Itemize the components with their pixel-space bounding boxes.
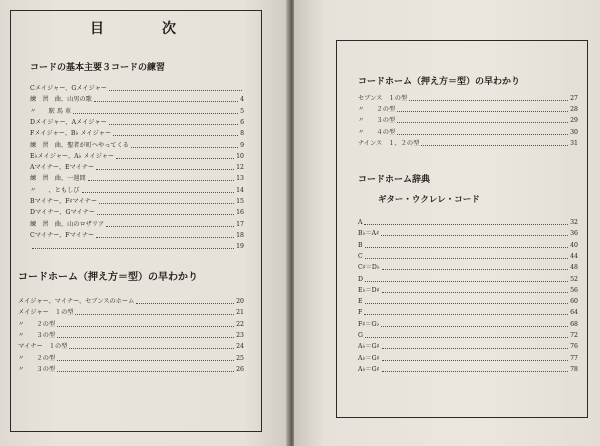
leader-dots — [136, 303, 234, 304]
toc-entry — [18, 341, 244, 352]
toc-entry — [30, 241, 244, 252]
toc-entry — [18, 364, 244, 375]
toc-entry-label: A♭＝G♯ — [358, 354, 380, 362]
toc-entry — [358, 274, 578, 285]
toc-entry — [358, 93, 578, 104]
leader-dots — [409, 100, 568, 101]
toc-entry-page: 8 — [240, 130, 244, 138]
toc-entry-label: 練 習 曲、山のロザリア — [30, 220, 105, 228]
toc-entry-page: 28 — [570, 106, 578, 114]
toc-entry-label: 練 習 曲、一週間 — [30, 175, 86, 183]
toc-entry-label: 練 習 曲、山男の歌 — [30, 96, 92, 104]
toc-entry — [30, 219, 244, 230]
leader-dots — [397, 134, 568, 135]
toc-entry — [30, 230, 244, 241]
leader-dots — [365, 303, 568, 304]
toc-entry-label: 〃 ３の型 — [18, 365, 56, 373]
toc-entry-label: 〃 駅 馬 車 — [30, 107, 72, 115]
toc-entry-page: 40 — [570, 241, 578, 249]
toc-entry-page: 22 — [236, 320, 244, 328]
toc-entry-label: メイジャー、マイナー、セブンスのホーム — [18, 298, 135, 305]
toc-entry-page: 4 — [240, 96, 244, 104]
leader-dots — [75, 314, 234, 315]
toc-entry — [30, 128, 244, 139]
toc-entry — [358, 307, 578, 318]
toc-entry-label: E — [358, 298, 363, 306]
toc-entry-label: Dマイナー、Gマイナー — [30, 209, 96, 217]
toc-entry-page: 60 — [570, 298, 578, 306]
toc-entry — [30, 185, 244, 196]
toc-entry-page: 27 — [570, 95, 578, 102]
toc-entry-page: 76 — [570, 343, 578, 351]
leader-dots — [397, 122, 568, 123]
section-heading-chord-dictionary: コードホーム辞典 — [358, 175, 431, 185]
leader-dots — [365, 247, 568, 248]
toc-entry-label: E♭メイジャー、A♭ メイジャー — [30, 152, 115, 160]
leader-dots — [382, 269, 568, 270]
leader-dots — [381, 235, 568, 236]
toc-entry — [358, 251, 578, 262]
leader-dots — [97, 214, 234, 215]
toc-entry-label: マイナー １の型 — [18, 343, 68, 351]
leader-dots — [364, 224, 568, 225]
toc-title: 目 次 — [90, 21, 198, 37]
toc-entry-page: 68 — [570, 320, 578, 328]
toc-entry — [358, 353, 578, 364]
leader-dots — [94, 101, 238, 102]
toc-entry-label: F — [358, 309, 363, 317]
leader-dots — [57, 337, 234, 338]
leader-dots — [381, 326, 568, 327]
toc-entry-page: 25 — [236, 354, 244, 362]
toc-entry-page: 64 — [570, 309, 578, 317]
toc-entry-page: 6 — [240, 118, 244, 126]
toc-entry-page: 48 — [570, 264, 578, 272]
leader-dots — [365, 258, 568, 259]
toc-entry-label: A — [358, 219, 363, 226]
toc-entry — [30, 140, 244, 151]
toc-entry — [358, 262, 578, 273]
leader-dots — [365, 337, 568, 338]
toc-entry — [358, 341, 578, 352]
toc-entry — [18, 353, 244, 364]
toc-entry-label: 〃 、ともしび — [30, 186, 80, 194]
toc-entry-page: 72 — [570, 332, 578, 339]
toc-entry-page: 77 — [570, 354, 578, 362]
leader-dots — [88, 180, 234, 181]
leader-dots — [382, 348, 568, 349]
toc-entry — [358, 364, 578, 375]
left-page — [0, 0, 288, 446]
toc-entry-label: A♭＝G♯ — [358, 343, 380, 351]
toc-entry — [358, 217, 578, 228]
toc-entry-page: 19 — [236, 243, 244, 251]
toc-entry — [30, 151, 244, 162]
toc-entry — [18, 330, 244, 341]
toc-entry-page: 23 — [236, 331, 244, 339]
toc-entry — [30, 106, 244, 117]
toc-entry-label: メイジャー １の型 — [18, 309, 74, 317]
leader-dots — [382, 292, 568, 293]
toc-entry-page: 15 — [236, 198, 244, 205]
right-page — [294, 0, 600, 446]
toc-entry — [358, 115, 578, 126]
toc-entry-page: 36 — [570, 230, 578, 238]
toc-entry — [358, 138, 578, 149]
leader-dots — [99, 203, 234, 204]
toc-entry-label: 練 習 曲、聖者が町へやってくる — [30, 141, 129, 149]
toc-entry — [30, 94, 244, 105]
toc-entry-page: 32 — [570, 219, 578, 226]
toc-entry-page: 26 — [236, 365, 244, 373]
toc-entry-page: 52 — [570, 275, 578, 283]
toc-entry — [358, 127, 578, 138]
leader-dots — [397, 111, 568, 112]
toc-entry-page: 10 — [236, 152, 244, 160]
subtitle-guitar-ukulele: ギター・ウクレレ・コード — [378, 195, 480, 205]
toc-entry — [358, 296, 578, 307]
toc-entry-page: 20 — [236, 298, 244, 305]
leader-dots — [32, 248, 234, 249]
leader-dots — [109, 124, 238, 125]
toc-entry — [30, 173, 244, 184]
toc-entry-page: 12 — [236, 164, 244, 172]
toc-entry-page: 31 — [570, 139, 578, 147]
leader-dots — [57, 371, 234, 372]
toc-entry — [18, 319, 244, 330]
toc-entry-label: 〃 ２の型 — [358, 106, 396, 114]
leader-dots — [109, 90, 242, 91]
leader-dots — [57, 360, 234, 361]
toc-entry — [358, 330, 578, 341]
leader-dots — [382, 371, 568, 372]
toc-entry-label: C♯＝D♭ — [358, 264, 380, 272]
toc-entry-page: 5 — [240, 107, 244, 115]
toc-entry — [30, 196, 244, 207]
toc-entry — [358, 285, 578, 296]
leader-dots — [96, 169, 234, 170]
leader-dots — [131, 147, 238, 148]
toc-entry-label: B♭＝A♯ — [358, 230, 380, 238]
toc-entry-page: 13 — [236, 175, 244, 183]
toc-entry-page: 44 — [570, 252, 578, 260]
leader-dots — [106, 226, 234, 227]
toc-entry — [358, 228, 578, 239]
toc-entry-page: 9 — [240, 141, 244, 149]
leader-dots — [382, 360, 568, 361]
toc-entry-label: E♭＝D♯ — [358, 286, 380, 294]
toc-entry-label: Fメイジャー、B♭ メイジャー — [30, 130, 112, 138]
leader-dots — [73, 113, 238, 114]
leader-dots — [82, 192, 234, 193]
toc-entry-page: 17 — [236, 220, 244, 228]
section-heading-chord-home-continued: コードホーム（押え方＝型）の早わかり — [358, 77, 521, 87]
toc-entry-label: 〃 ３の型 — [18, 331, 56, 339]
toc-entry-label: 〃 ４の型 — [358, 128, 396, 136]
toc-entry-label: D — [358, 275, 363, 283]
toc-entry-page: 29 — [570, 117, 578, 125]
toc-entry-label: F♯＝G♭ — [358, 320, 380, 328]
toc-entry-label: B — [358, 241, 363, 249]
toc-entry-page: 78 — [570, 365, 578, 373]
toc-entry — [30, 162, 244, 173]
toc-entry — [18, 296, 244, 307]
toc-entry-label: 〃 ２の型 — [18, 354, 56, 362]
toc-entry-label: Aマイナー、Eマイナー — [30, 164, 95, 172]
leader-dots — [57, 326, 234, 327]
toc-entry — [18, 307, 244, 318]
toc-entry — [358, 104, 578, 115]
toc-entry-label: セブンス １の型 — [358, 95, 408, 102]
toc-entry-page: 18 — [236, 231, 244, 239]
toc-entry-label: Cマイナー、Fマイナー — [30, 231, 95, 239]
toc-entry-page: 30 — [570, 128, 578, 136]
toc-entry — [30, 83, 244, 94]
toc-entry-label: 〃 ２の型 — [18, 320, 56, 328]
leader-dots — [421, 145, 568, 146]
toc-entry-page: 14 — [236, 186, 244, 194]
leader-dots — [364, 314, 568, 315]
toc-entry — [30, 207, 244, 218]
toc-entry-page: 24 — [236, 343, 244, 351]
toc-entry-label: A♭＝G♯ — [358, 365, 380, 373]
leader-dots — [96, 237, 234, 238]
leader-dots — [69, 348, 234, 349]
toc-entry-label: Dメイジャー、Aメイジャー — [30, 118, 107, 126]
toc-entry — [30, 117, 244, 128]
toc-entry-label: 〃 ３の型 — [358, 117, 396, 125]
toc-entry-label: Bマイナー、F♯マイナー — [30, 198, 98, 205]
toc-entry — [358, 240, 578, 251]
toc-entry-page: 16 — [236, 209, 244, 217]
leader-dots — [116, 158, 234, 159]
toc-entry-label: G — [358, 332, 363, 339]
toc-entry-page: 21 — [236, 309, 244, 317]
toc-entry-page: 56 — [570, 286, 578, 294]
leader-dots — [113, 135, 238, 136]
leader-dots — [365, 281, 568, 282]
section-heading-chord-home: コードホーム（押え方＝型）の早わかり — [18, 272, 198, 283]
toc-entry — [358, 319, 578, 330]
toc-entry-label: ナインス １、２の型 — [358, 139, 420, 147]
toc-entry-label: Cメイジャー、Gメイジャー — [30, 85, 107, 92]
toc-entry-label: C — [358, 252, 363, 260]
section-heading-basic-chords: コードの基本主要３コードの練習 — [30, 63, 166, 73]
